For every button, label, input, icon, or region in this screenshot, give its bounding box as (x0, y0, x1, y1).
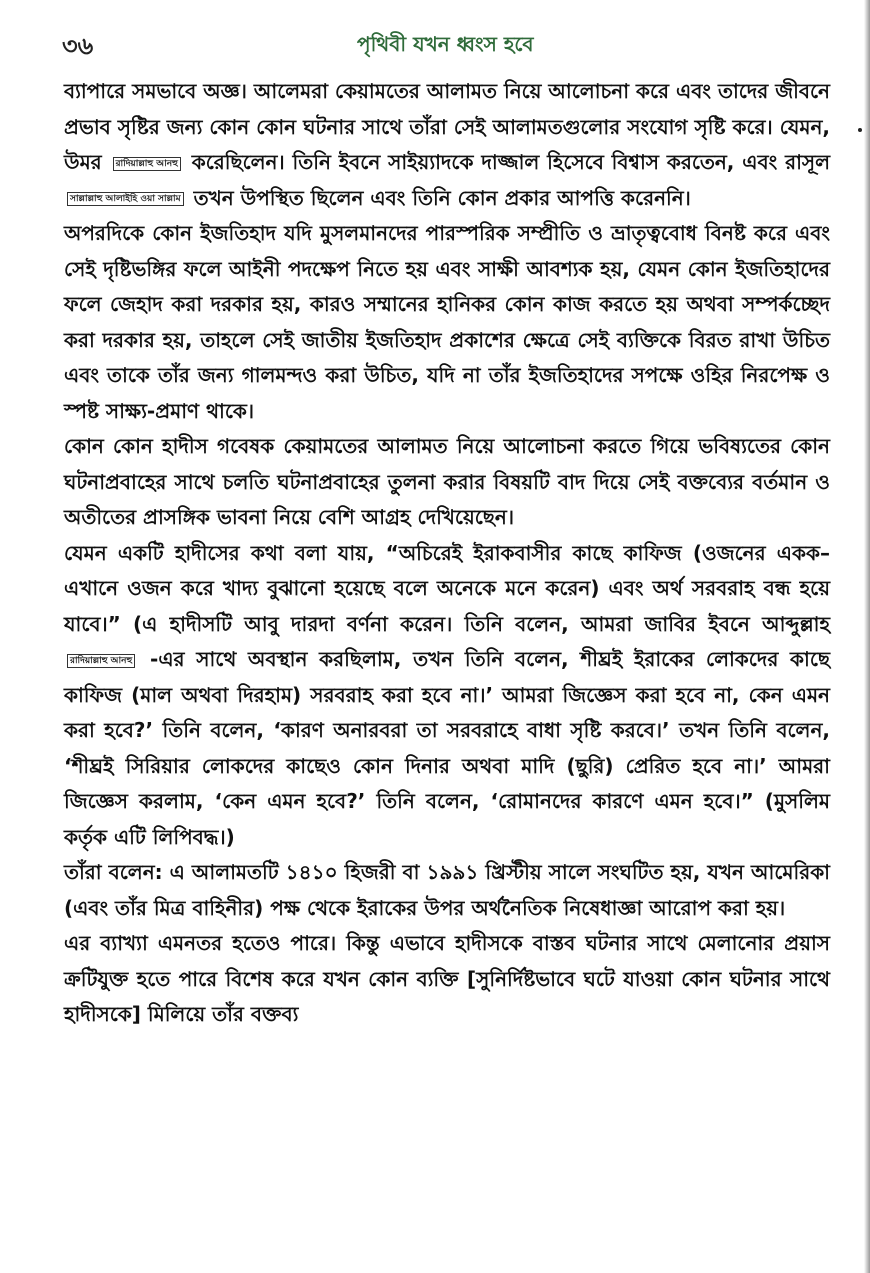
paragraph-2: অপরদিকে কোন ইজতিহাদ যদি মুসলমানদের পারস্পরিক সম্প্রীতি ও ভ্রাতৃত্ববোধ বিনষ্ট করে এবং সেই দৃষ্টিভঙ্গির ফলে আইনী পদক্ষেপ নিতে হয় এবং সাক্ষী আবশ্যক হয়, যেমন কোন ইজতিহাদের ফলে জেহাদ করা দরকার হয়, কারও সম্মানের হানিকর কোন কাজ করতে হয় অথবা সম্পর্কচ্ছেদ করা দরকার হয়, তাহলে সেই জাতীয় ইজতিহাদ প্রকাশের ক্ষেত্রে সেই ব্যক্তিকে বিরত রাখা উচিত এবং তাকে তাঁর জন্য গালমন্দও করা উচিত, যদি না তাঁর ইজতিহাদের সপক্ষে ওহির নিরপেক্ষ ও স্পষ্ট সাক্ষ্য-প্রমাণ থাকে। (64, 221, 830, 423)
paragraph-1-part-a: ব্যাপারে সমভাবে অজ্ঞ। আলেমরা কেয়ামতের আলামত নিয়ে আলোচনা করে এবং তাদের জীবনে প্রভাব সৃষ্টির জন্য কোন কোন ঘটনার সাথে তাঁরা সেই আলামতগুলোর সংযোগ সৃষ্টি করে। যেমন, উমর (64, 79, 830, 174)
paragraph-5: তাঁরা বলেন: এ আলামতটি ১৪১০ হিজরী বা ১৯৯১ খ্রিস্টীয় সালে সংঘটিত হয়, যখন আমেরিকা (এবং তাঁর মিত্র বাহিনীর) পক্ষ থেকে ইরাকের উপর অর্থনৈতিক নিষেধাজ্ঞা আরোপ করা হয়। (64, 860, 830, 920)
paragraph-1-part-c: তখন উপস্থিত ছিলেন এবং তিনি কোন প্রকার আপত্তি করেননি। (193, 185, 691, 210)
running-title: পৃথিবী যখন ধ্বংস হবে (357, 32, 534, 56)
paragraph-4 (64, 536, 830, 856)
paragraph-3: কোন কোন হাদীস গবেষক কেয়ামতের আলামত নিয়ে আলোচনা করতে গিয়ে ভবিষ্যতের কোন ঘটনাপ্রবাহের সাথে চলতি ঘটনাপ্রবাহের তুলনা করার বিষয়টি বাদ দিয়ে সেই বক্তব্যের বর্তমান ও অতীতের প্রাসঙ্গিক ভাবনা নিয়ে বেশি আগ্রহ দেখিয়েছেন। (64, 434, 830, 529)
paragraph-4-part-a: যেমন একটি হাদীসের কথা বলা যায়, “অচিরেই ইরাকবাসীর কাছে কাফিজ (ওজনের একক– এখানে ওজন করে খাদ্য বুঝানো হয়েছে বলে অনেকে মনে করেন) এবং অর্থ সরবরাহ বন্ধ হয়ে যাবে।” (এ হাদীসটি আবু দারদা বর্ণনা করেন। তিনি বলেন, আমরা জাবির ইবনে আব্দুল্লাহ (64, 540, 830, 636)
radiallahu-honorific: রাদিয়াল্লাহু আনহু (67, 654, 135, 668)
page-number: ৩৬ (62, 32, 94, 60)
page-edge-shadow (864, 0, 870, 1273)
sallallahu-honorific: সাল্লাল্লাহু আলাইহি ওয়া সাল্লাম (67, 192, 184, 206)
radiallahu-honorific: রাদিয়াল্লাহু আনহু (113, 157, 181, 171)
paragraph-1 (64, 74, 830, 216)
ink-speck (858, 128, 862, 132)
page-header (62, 28, 830, 62)
paragraph-6: এর ব্যাখ্যা এমনতর হতেও পারে। কিন্তু এভাবে হাদীসকে বাস্তব ঘটনার সাথে মেলানোর প্রয়াস ক্রটিযুক্ত হতে পারে বিশেষ করে যখন কোন ব্যক্তি [সুনির্দিষ্টভাবে ঘটে যাওয়া কোন ঘটনার সাথে হাদীসকে] মিলিয়ে তাঁর বক্তব্য (64, 931, 830, 1026)
paragraph-4-part-b: -এর সাথে অবস্থান করছিলাম, তখন তিনি বলেন, শীঘ্রই ইরাকের লোকদের কাছে কাফিজ (মাল অথবা দিরহাম) সরবরাহ করা হবে না।’ আমরা জিজ্ঞেস করা হবে না, কেন এমন করা হবে?’ তিনি বলেন, ‘কারণ অনারবরা তা সরবরাহে বাধা সৃষ্টি করবে।’ তখন তিনি বলেন, ‘শীঘ্রই সিরিয়ার লোকদের কাছেও কোন দিনার অথবা মাদি (ছুরি) প্রেরিত হবে না।’ আমরা জিজ্ঞেস করলাম, ‘কেন এমন হবে?’ তিনি বলেন, ‘রোমানদের কারণে এমন হবে।” (মুসলিম কর্তৃক এটি লিপিবদ্ধ।) (64, 647, 830, 849)
paragraph-1-part-b: করেছিলেন। তিনি ইবনে সাইয়্যাদকে দাজ্জাল হিসেবে বিশ্বাস করতেন, এবং রাসূল (191, 150, 831, 174)
body-text (64, 74, 830, 1033)
